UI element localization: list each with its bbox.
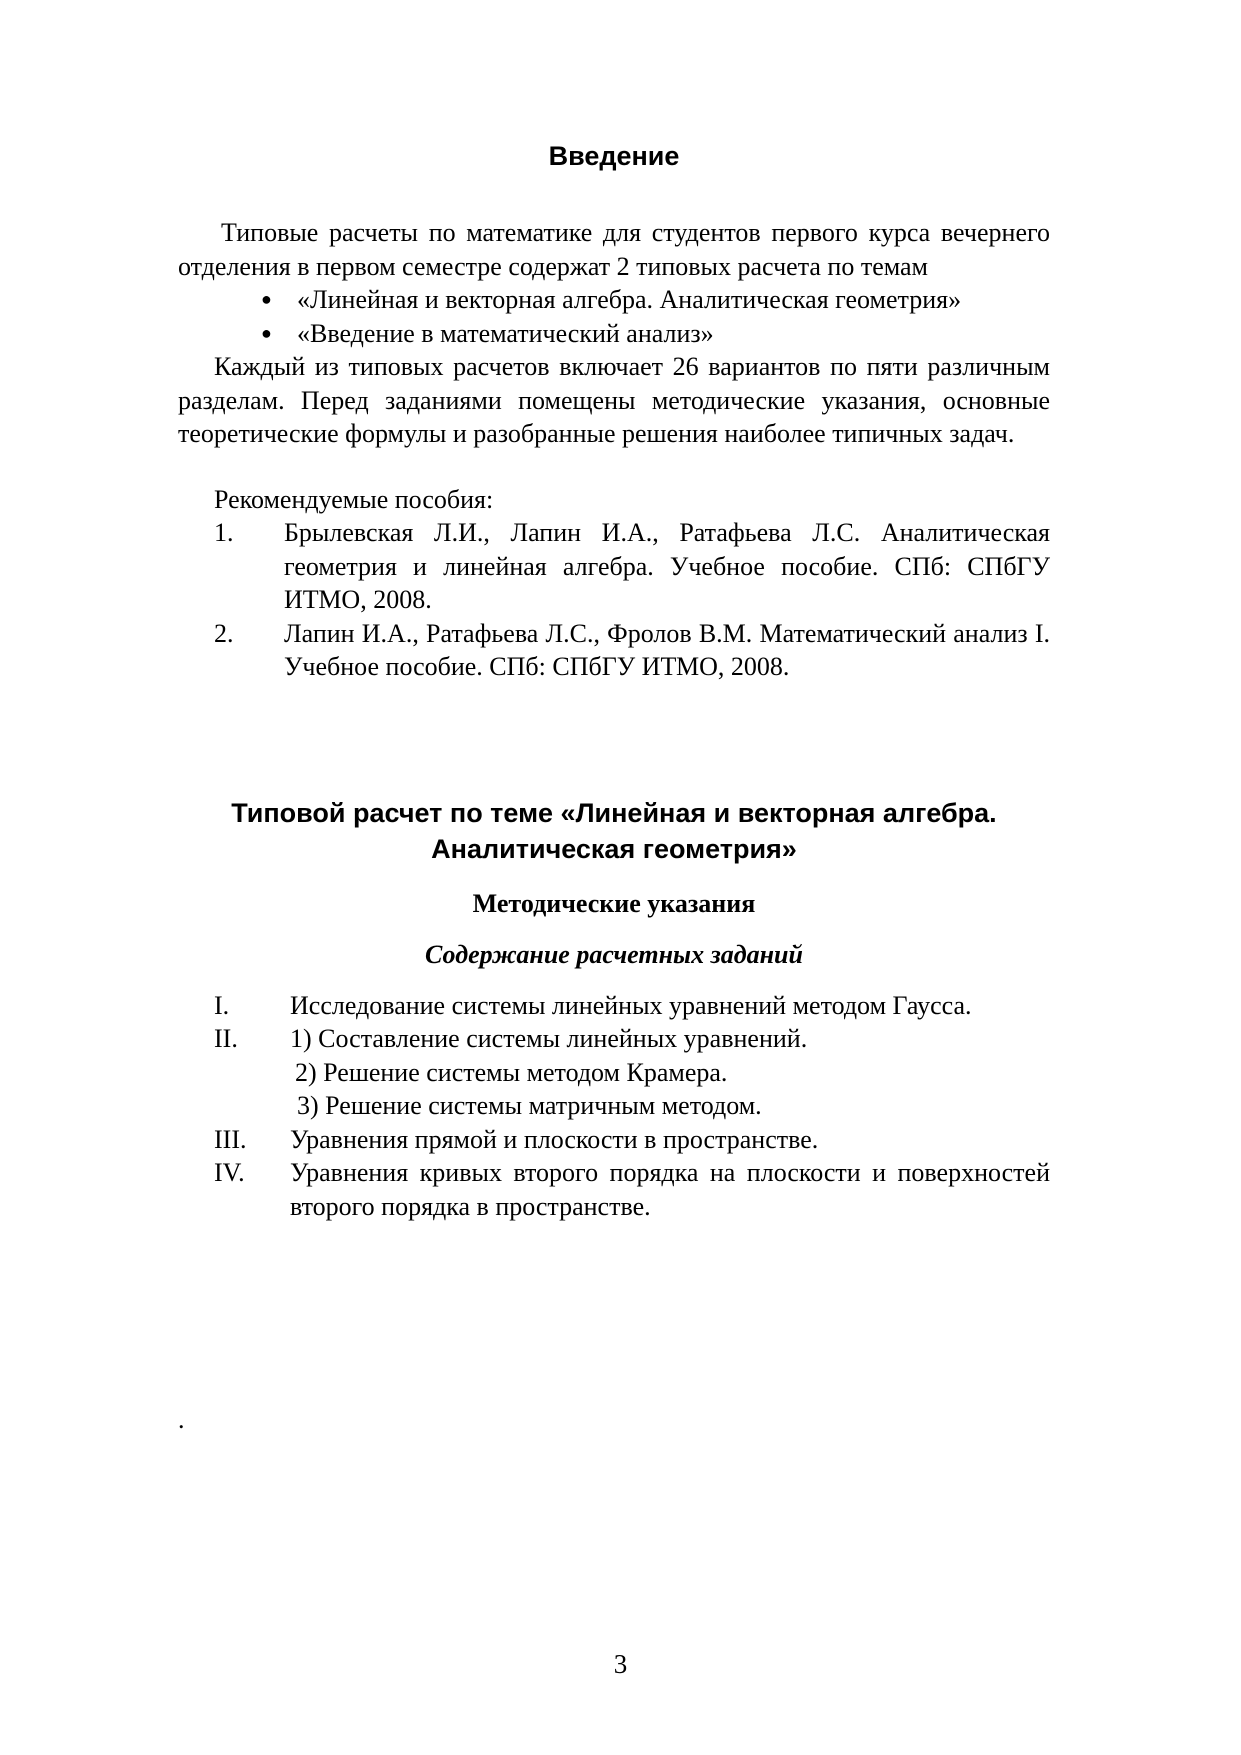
topic-bullet-item — [178, 317, 1050, 351]
intro-paragraph-2: Каждый из типовых расчетов включает 26 вариантов по пяти различным разделам. Перед заданиями помещены методические указания, основные теоретические формулы и разобранные решения наиболее типичных задач. — [178, 352, 1050, 448]
reference-number: 1. — [214, 518, 234, 547]
task-number: I. — [214, 990, 230, 1020]
topic-bullet-item — [178, 283, 1050, 317]
spacer — [178, 972, 1050, 989]
reference-item — [178, 617, 1050, 684]
intro-heading: Введение — [548, 141, 680, 171]
task-number: II. — [214, 1024, 238, 1053]
reference-text: Брылевская Л.И., Лапин И.А., Ратафьева Л.С. Аналитическая геометрия и линейная алгебра. Учебное пособие. СПб: СПбГУ ИТМО, 2008. — [284, 518, 1050, 614]
task-item — [178, 1123, 1050, 1157]
contents-heading: Содержание расчетных заданий — [425, 939, 803, 969]
intro-paragraph-1: Типовые расчеты по математике для студентов первого курса вечернего отделения в первом семестре содержат 2 типовых расчета по темам — [178, 218, 1050, 281]
page-content — [178, 138, 1050, 1223]
task-item — [178, 1022, 1050, 1056]
task-text: 2) Решение системы методом Крамера. — [295, 1057, 728, 1087]
topic-bullet-text: «Линейная и векторная алгебра. Аналитическая геометрия» — [297, 285, 962, 314]
references-list — [178, 516, 1050, 684]
task-text: Уравнения прямой и плоскости в пространстве. — [290, 1124, 819, 1154]
page-number: 3 — [613, 1649, 628, 1679]
section-heading — [148, 795, 1080, 867]
stray-mark: . — [178, 1405, 185, 1434]
section-heading-line-2: Аналитическая геометрия» — [431, 833, 797, 864]
recommended-label: Рекомендуемые пособия: — [214, 484, 494, 514]
task-text: 3) Решение системы матричным методом. — [297, 1091, 762, 1120]
task-number: IV. — [214, 1158, 245, 1187]
spacer — [178, 174, 1050, 216]
section-heading-line-1: Типовой расчет по теме «Линейная и векторная алгебра. — [231, 797, 997, 828]
task-text: 1) Составление системы линейных уравнений. — [290, 1024, 808, 1053]
reference-number: 2. — [214, 618, 234, 648]
spacer — [178, 867, 1050, 887]
reference-item — [178, 516, 1050, 617]
methodical-subheading: Методические указания — [472, 888, 756, 918]
task-text: Исследование системы линейных уравнений методом Гаусса. — [290, 990, 972, 1020]
task-text: Уравнения кривых второго порядка на плоскости и поверхностей второго порядка в пространстве. — [290, 1158, 1050, 1221]
task-number: III. — [214, 1124, 247, 1154]
task-item — [178, 1156, 1050, 1223]
task-subitem — [178, 1056, 1050, 1090]
bullet-icon: ● — [261, 289, 272, 309]
spacer — [178, 451, 1050, 483]
topic-bullet-list — [178, 283, 1050, 350]
bullet-icon: ● — [261, 322, 272, 343]
spacer — [178, 921, 1050, 938]
task-item — [178, 989, 1050, 1023]
tasks-list — [178, 989, 1050, 1224]
spacer — [178, 684, 1050, 795]
reference-text: Лапин И.А., Ратафьева Л.С., Фролов В.М. Математический анализ I. Учебное пособие. СПб: СПбГУ ИТМО, 2008. — [284, 618, 1050, 681]
topic-bullet-text: «Введение в математический анализ» — [297, 318, 714, 348]
task-subitem — [178, 1089, 1050, 1123]
